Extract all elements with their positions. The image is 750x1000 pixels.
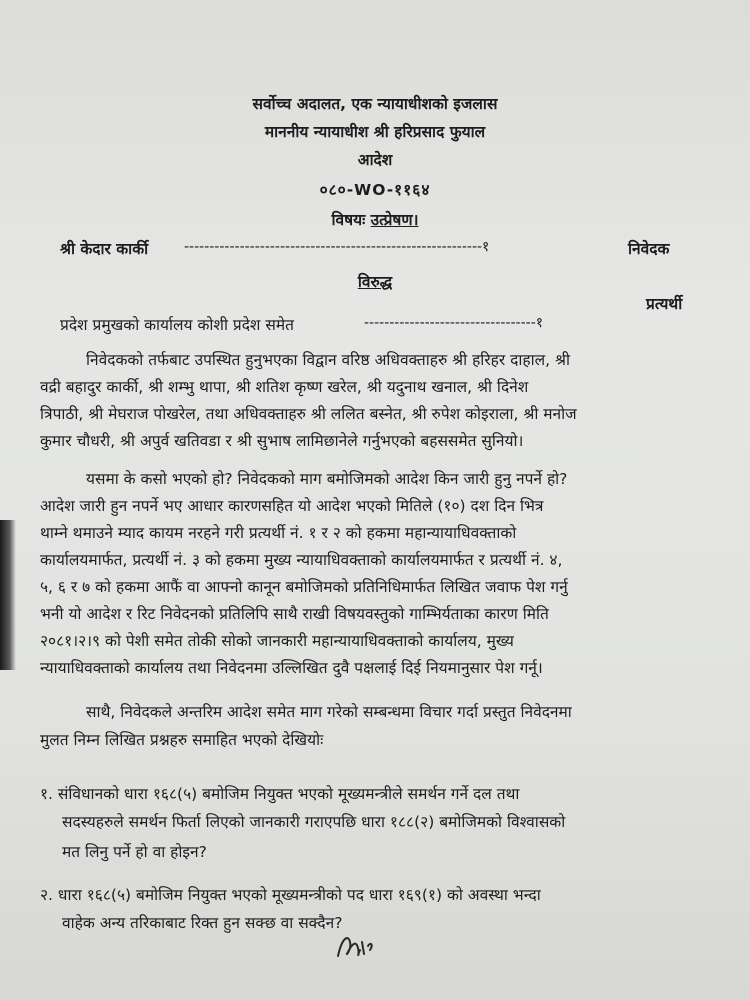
respondent-role: प्रत्यर्थी bbox=[646, 295, 683, 313]
text-line: कुमार चौधरी, श्री अपुर्व खतिवडा र श्री सुभाष लामिछानेले गर्नुभएको बहससमेत सुनियो। bbox=[40, 432, 524, 450]
text-line: साथै, निवेदकले अन्तरिम आदेश समेत माग गरेको सम्बन्धमा विचार गर्दा प्रस्तुत निवेदनमा bbox=[86, 703, 572, 721]
text-line: भनी यो आदेश र रिट निवेदनको प्रतिलिपि साथै राखी विषयवस्तुको गाम्भिर्यताका कारण मिति bbox=[40, 605, 549, 623]
text-line: वद्री बहादुर कार्की, श्री शम्भु थापा, श्री शतिश कृष्ण खरेल, श्री यदुनाथ खनाल, श्री दिनेश bbox=[40, 378, 529, 396]
text-line: ५, ६ र ७ को हकमा आफैं वा आफ्नो कानून बमोजिमको प्रतिनिधिमार्फत लिखित जवाफ पेश गर्नु bbox=[40, 578, 568, 596]
court-title: सर्वोच्च अदालत, एक न्यायाधीशको इजलास bbox=[252, 95, 498, 113]
text-line: २. धारा १६८(५) बमोजिम नियुक्त भएको मूख्यमन्त्रीको पद धारा १६९(१) को अवस्था भन्दा bbox=[40, 886, 541, 904]
petitioner-dashes: -----------------------------------------------------------१ bbox=[184, 239, 490, 255]
text-line: १. संविधानको धारा १६८(५) बमोजिम नियुक्त भएको मूख्यमन्त्रीले समर्थन गर्ने दल तथा bbox=[40, 785, 520, 803]
page-edge-shadow bbox=[0, 520, 16, 670]
text-line: कार्यालयमार्फत, प्रत्यर्थी नं. ३ को हकमा मुख्य न्यायाधिवक्ताको कार्यालयमार्फत र प्रत्यर्थी नं. ४, bbox=[40, 551, 563, 569]
signature bbox=[334, 928, 378, 968]
order-heading: आदेश bbox=[357, 151, 393, 169]
petitioner-role: निवेदक bbox=[628, 240, 670, 258]
text-line: आदेश जारी हुन नपर्ने भए आधार कारणसहित यो आदेश भएको मितिले (१०) दश दिन भित्र bbox=[40, 497, 544, 515]
text-line: त्रिपाठी, श्री मेघराज पोखरेल, तथा अधिवक्ताहरु श्री ललित बस्नेत, श्री रुपेश कोइराला, श्री मनोज bbox=[40, 405, 577, 423]
subject-label: विषयः bbox=[331, 211, 366, 229]
text-line: २०८१।२।९ को पेशी समेत तोकी सोको जानकारी महान्यायाधिवक्ताको कार्यालय, मुख्य bbox=[40, 632, 514, 650]
judge-name: माननीय न्यायाधीश श्री हरिप्रसाद फुयाल bbox=[264, 123, 486, 141]
text-line: यसमा के कसो भएको हो? निवेदकको माग बमोजिमको आदेश किन जारी हुनु नपर्ने हो? bbox=[86, 470, 568, 488]
subject-value: उत्प्रेषण। bbox=[370, 211, 419, 229]
text-line: वाहेक अन्य तरिकाबाट रिक्त हुन सक्छ वा सक्दैन? bbox=[62, 914, 343, 932]
text-line: मत लिनु पर्ने हो वा होइन? bbox=[62, 843, 207, 861]
text-line: मुलत निम्न लिखित प्रश्नहरु समाहित भएको देखियोः bbox=[40, 731, 324, 749]
versus-heading: विरुद्ध bbox=[357, 273, 393, 291]
respondent-dashes: ----------------------------------१ bbox=[364, 315, 544, 331]
petitioner-name: श्री केदार कार्की bbox=[60, 240, 149, 258]
subject-line bbox=[0, 208, 750, 230]
respondent-name: प्रदेश प्रमुखको कार्यालय कोशी प्रदेश समेत bbox=[60, 316, 294, 334]
text-line: न्यायाधिवक्ताको कार्यालय तथा निवेदनमा उल्लिखित दुवै पक्षलाई दिई नियमानुसार पेश गर्नू। bbox=[40, 659, 543, 677]
text-line: निवेदकको तर्फबाट उपस्थित हुनुभएका विद्वान वरिष्ठ अधिवक्ताहरु श्री हरिहर दाहाल, श्री bbox=[86, 351, 570, 369]
text-line: थाम्ने थमाउने म्याद कायम नरहने गरी प्रत्यर्थी नं. १ र २ को हकमा महान्यायाधिवक्ताको bbox=[40, 524, 517, 542]
case-number: ०८०-WO-११६४ bbox=[319, 181, 431, 199]
text-line: सदस्यहरुले समर्थन फिर्ता लिएको जानकारी गराएपछि धारा १८८(२) बमोजिमको विश्वासको bbox=[62, 813, 566, 831]
